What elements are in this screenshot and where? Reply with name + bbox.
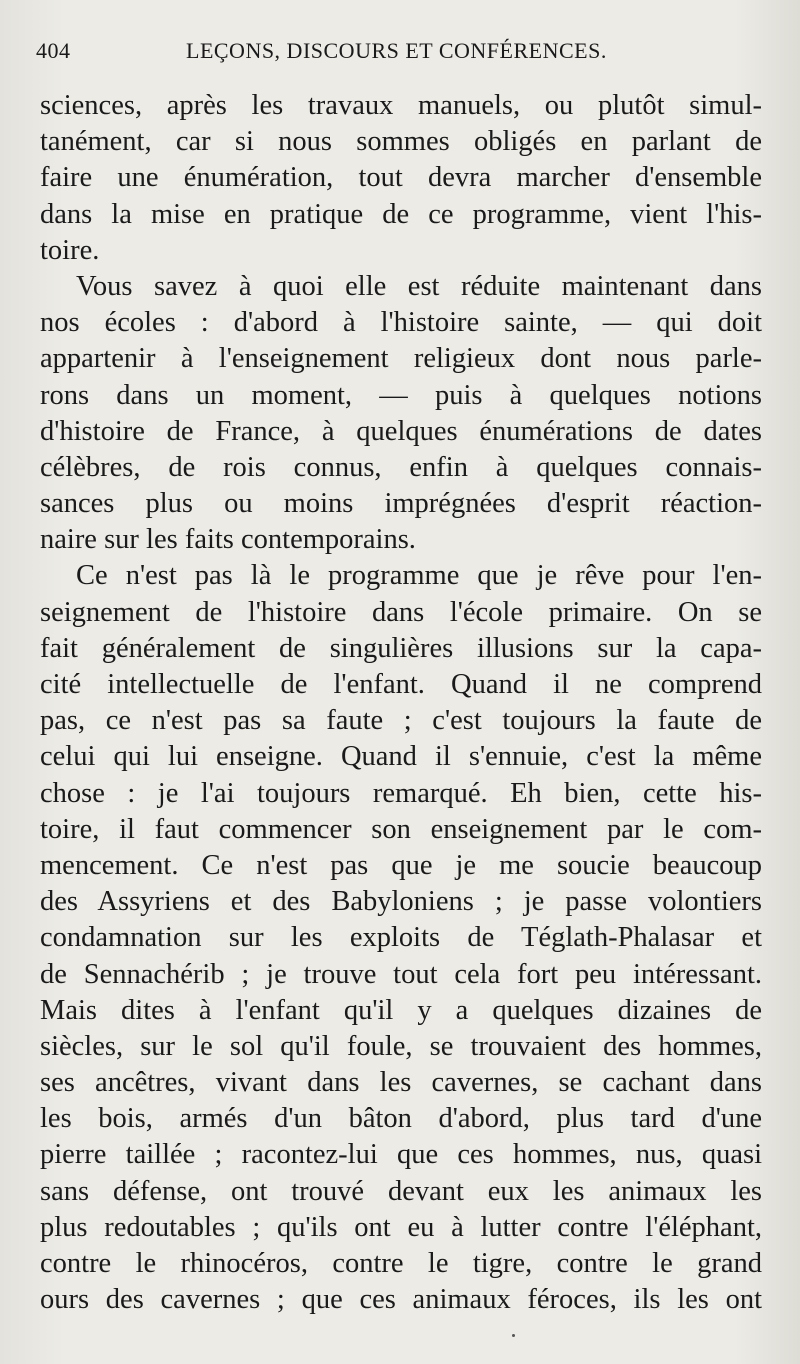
- text-line: ses ancêtres, vivant dans les cavernes, se cachant dans: [40, 1067, 762, 1099]
- text-line: pas, ce n'est pas sa faute ; c'est toujours la faute de: [40, 705, 762, 737]
- text-line: dans la mise en pratique de ce programme, vient l'his-: [40, 198, 762, 230]
- text-line: plus redoutables ; qu'ils ont eu à lutter contre l'éléphant,: [40, 1211, 762, 1243]
- text-line: appartenir à l'enseignement religieux dont nous parle-: [40, 343, 762, 375]
- text-line: faire une énumération, tout devra marcher d'ensemble: [40, 162, 762, 194]
- text-line: chose : je l'ai toujours remarqué. Eh bien, cette his-: [40, 777, 762, 809]
- text-line: Ce n'est pas là le programme que je rêve pour l'en-: [76, 560, 762, 592]
- text-line: ours des cavernes ; que ces animaux féroces, ils les ont: [40, 1284, 762, 1316]
- text-line: de Sennachérib ; je trouve tout cela fort peu intéressant.: [40, 958, 762, 990]
- text-line: célèbres, de rois connus, enfin à quelques connais-: [40, 451, 762, 483]
- text-line: contre le rhinocéros, contre le tigre, contre le grand: [40, 1248, 762, 1279]
- text-line: sances plus ou moins imprégnées d'esprit réaction-: [40, 488, 762, 520]
- text-line: cité intellectuelle de l'enfant. Quand il ne comprend: [40, 669, 762, 700]
- running-head: [36, 38, 760, 72]
- text-line: celui qui lui enseigne. Quand il s'ennuie, c'est la même: [40, 741, 762, 773]
- text-line: naire sur les faits contemporains.: [40, 524, 416, 556]
- text-line: toire, il faut commencer son enseignement par le com-: [40, 813, 762, 845]
- body-text: [40, 88, 762, 1318]
- text-line: d'histoire de France, à quelques énumérations de dates: [40, 415, 762, 447]
- page-number: 404: [36, 38, 71, 63]
- text-line: condamnation sur les exploits de Téglath-Phalasar et: [40, 922, 762, 954]
- text-line: nos écoles : d'abord à l'histoire sainte, — qui doit: [40, 307, 762, 339]
- text-line: les bois, armés d'un bâton d'abord, plus tard d'une: [40, 1103, 762, 1135]
- ink-speck: [512, 1334, 515, 1337]
- text-line: sans défense, ont trouvé devant eux les animaux les: [40, 1175, 762, 1207]
- text-line: Mais dites à l'enfant qu'il y a quelques dizaines de: [40, 994, 762, 1026]
- text-line: pierre taillée ; racontez-lui que ces hommes, nus, quasi: [40, 1139, 762, 1171]
- text-line: tanément, car si nous sommes obligés en parlant de: [40, 126, 762, 158]
- running-title: LEÇONS, DISCOURS ET CONFÉRENCES.: [186, 38, 607, 63]
- text-line: toire.: [40, 234, 100, 266]
- text-line: siècles, sur le sol qu'il foule, se trouvaient des hommes,: [40, 1030, 762, 1062]
- text-line: rons dans un moment, — puis à quelques notions: [40, 379, 762, 411]
- text-line: sciences, après les travaux manuels, ou plutôt simul-: [40, 90, 762, 121]
- text-line: des Assyriens et des Babyloniens ; je passe volontiers: [40, 886, 762, 918]
- text-line: seignement de l'histoire dans l'école primaire. On se: [40, 596, 762, 628]
- text-line: fait généralement de singulières illusions sur la capa-: [40, 632, 762, 664]
- text-line: mencement. Ce n'est pas que je me soucie beaucoup: [40, 849, 762, 881]
- text-line: Vous savez à quoi elle est réduite maintenant dans: [76, 270, 762, 302]
